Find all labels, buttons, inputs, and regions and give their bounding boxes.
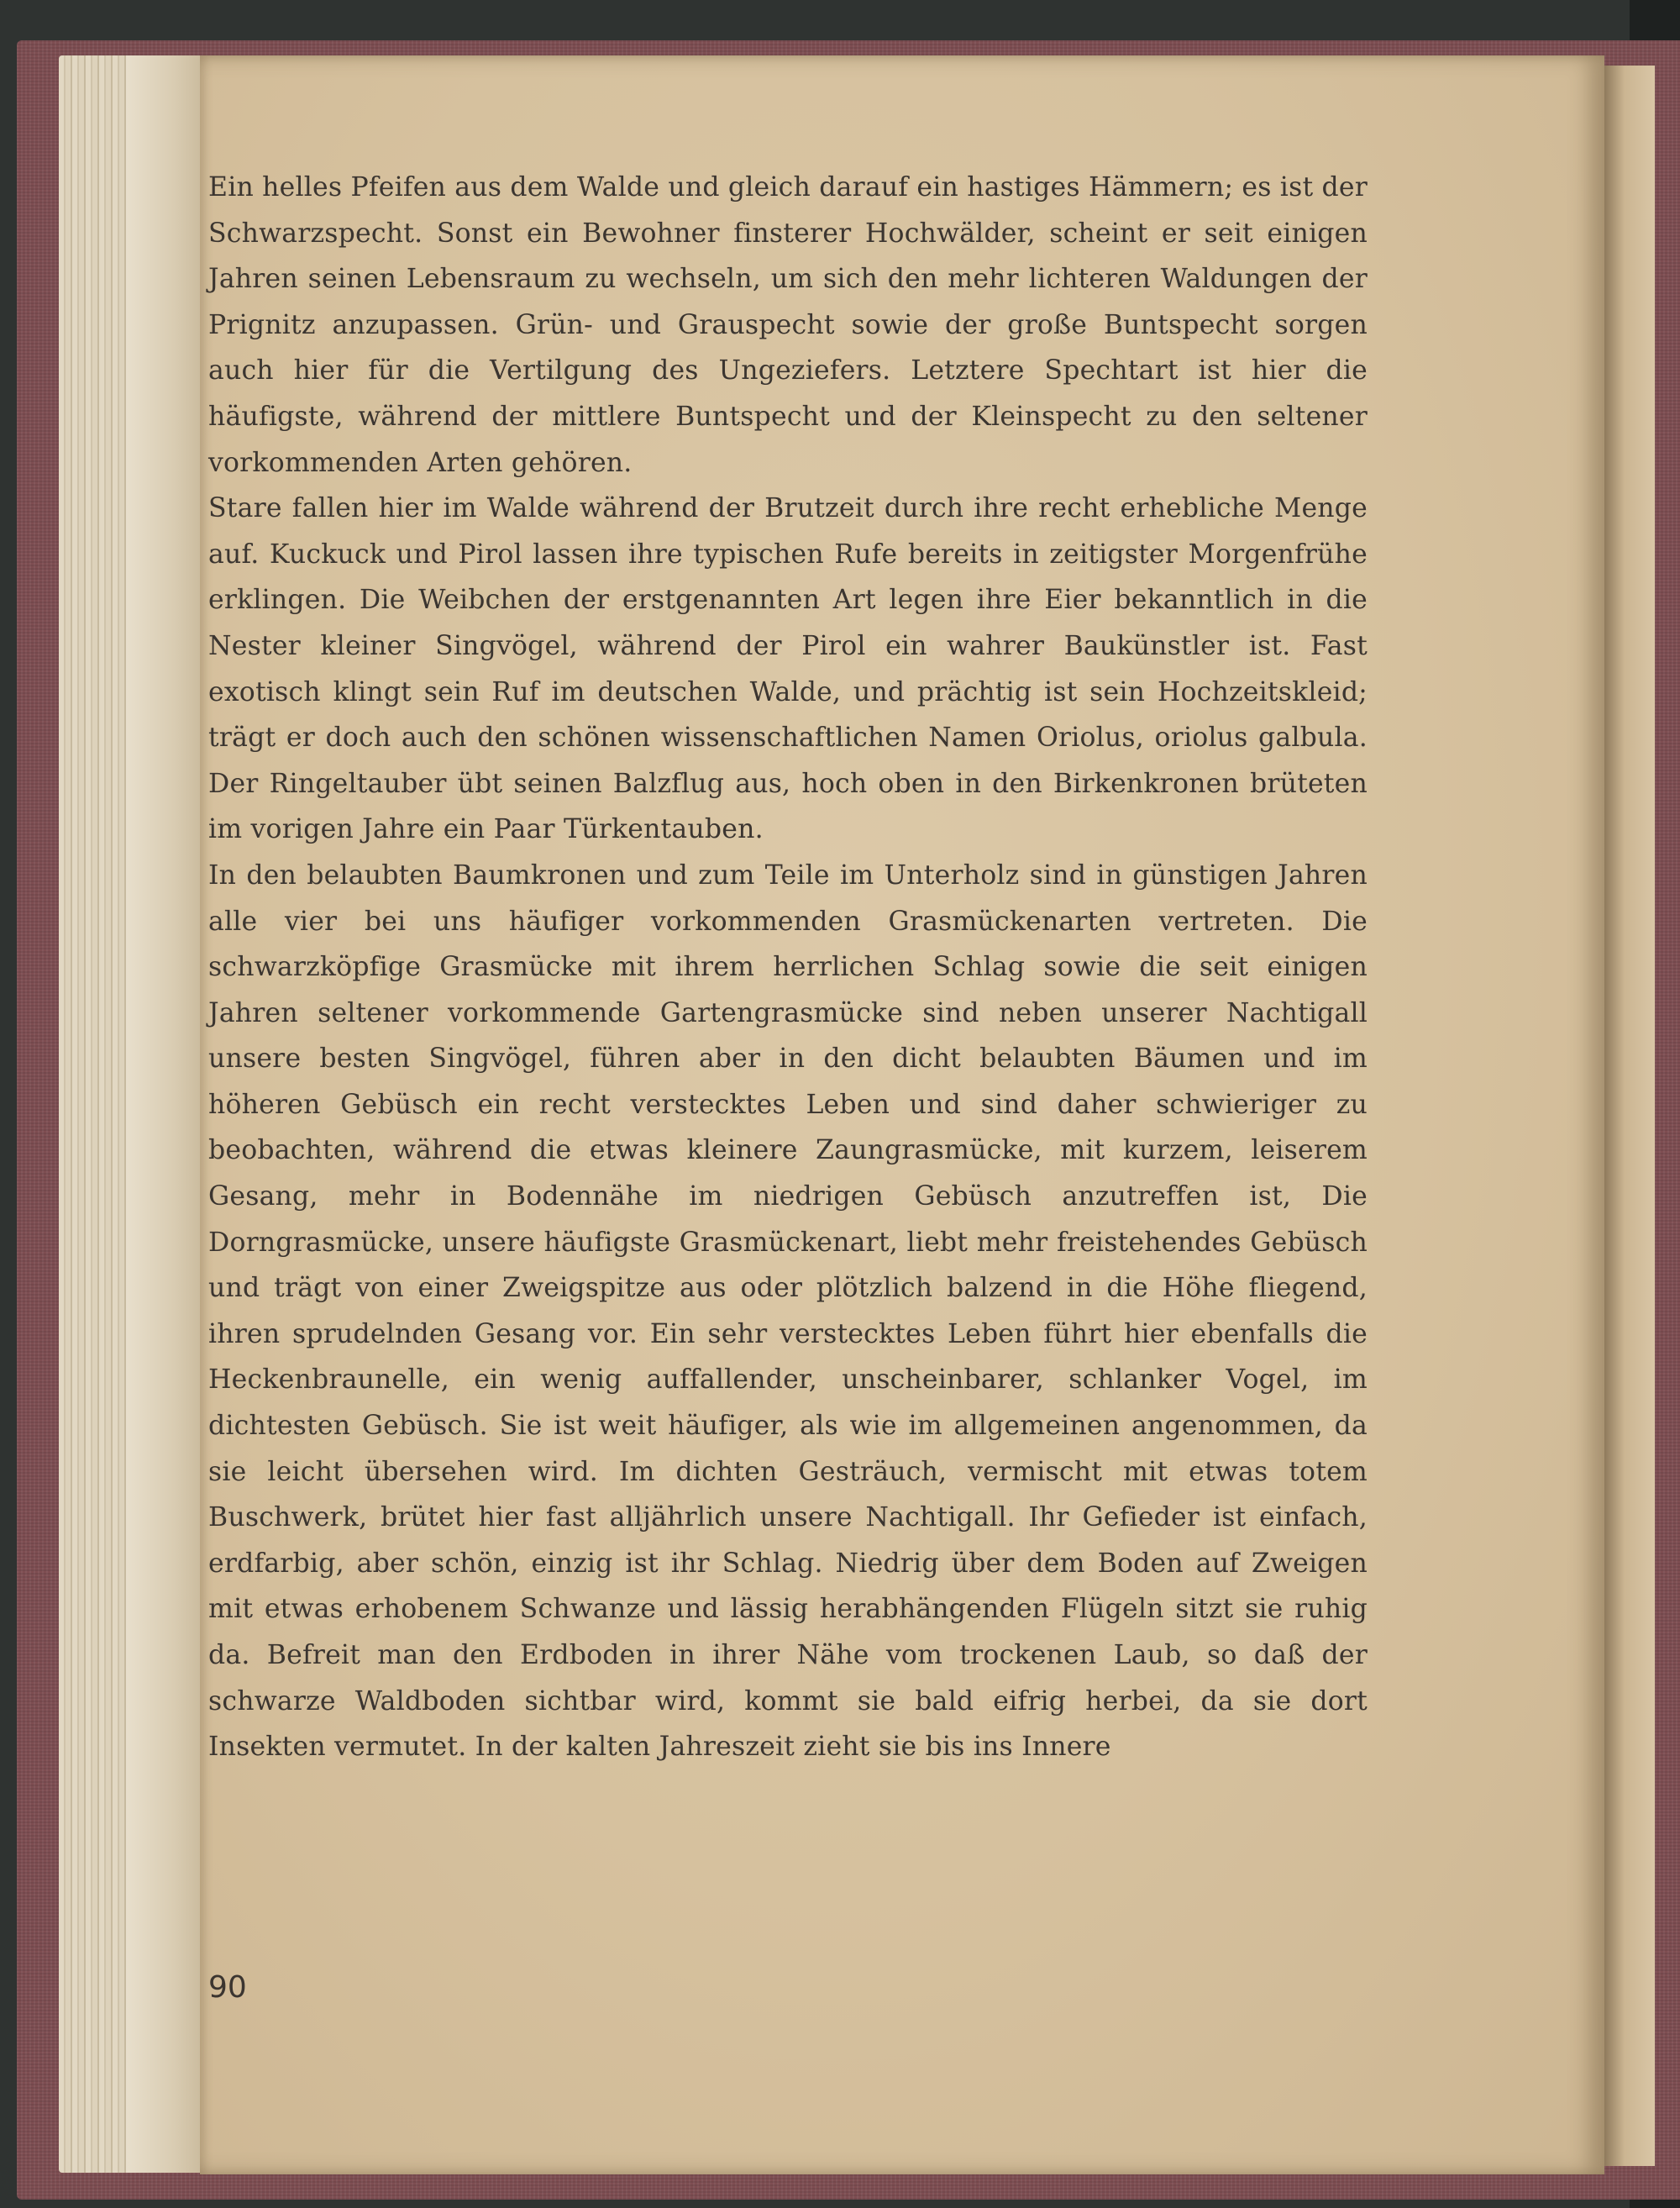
page-number: 90 [208,1970,247,2005]
body-text [208,165,1368,1770]
page-edges-inner [126,55,206,2173]
facing-page-edge [1604,66,1655,2166]
paragraph-woodpeckers: Ein helles Pfeifen aus dem Walde und gleich darauf ein hastiges Hämmern; es ist der Schwarzspecht. Sonst ein Bewohner finsterer Hochwälder, scheint er seit einigen Jahren seinen Lebensraum zu wechseln, um sich den mehr lichteren Waldungen der Prignitz anzupassen. Grün- und Grauspecht sowie der große Buntspecht sorgen auch hier für die Vertilgung des Ungeziefers. Letztere Spechtart ist hier die häufigste, während der mittlere Buntspecht und der Kleinspecht zu den seltener vorkommenden Arten gehören. [208,172,1368,478]
paragraph-starlings: Stare fallen hier im Walde während der Brutzeit durch ihre recht erhebliche Menge auf. Kuckuck und Pirol lassen ihre typischen Rufe bereits in zeitigster Morgenfrühe erklingen. Die Weibchen der erstgenannten Art legen ihre Eier bekanntlich in die Nester kleiner Singvögel, während der Pirol ein wahrer Baukünstler ist. Fast exotisch klingt sein Ruf im deutschen Walde, und prächtig ist sein Hochzeitskleid; trägt er doch auch den schönen wissenschaftlichen Namen Oriolus, oriolus galbula. Der Ringeltauber übt seinen Balzflug aus, hoch oben in den Birkenkronen brüteten im vorigen Jahre ein Paar Türkentauben. [208,493,1368,845]
paragraph-warblers: In den belaubten Baumkronen und zum Teile im Unterholz sind in günstigen Jahren alle vier bei uns häufiger vorkommenden Grasmückenarten vertreten. Die schwarzköpfige Grasmücke mit ihrem herrlichen Schlag sowie die seit einigen Jahren seltener vorkommende Gartengrasmücke sind neben unserer Nachtigall unsere besten Singvögel, führen aber in den dicht belaubten Bäumen und im höheren Gebüsch ein recht verstecktes Leben und sind daher schwieriger zu beobachten, während die etwas kleinere Zaungrasmücke, mit kurzem, leiserem Gesang, mehr in Bodennähe im niedrigen Gebüsch anzutreffen ist, Die Dorngrasmücke, unsere häufigste Grasmückenart, liebt mehr freistehendes Gebüsch und trägt von einer Zweigspitze aus oder plötzlich balzend in die Höhe fliegend, ihren sprudelnden Gesang vor. Ein sehr verstecktes Leben führt hier ebenfalls die Heckenbraunelle, ein wenig auffallender, unscheinbarer, schlanker Vogel, im dichtesten Gebüsch. Sie ist weit häufiger, als wie im allgemeinen angenommen, da sie leicht übersehen wird. Im dichten Gesträuch, vermischt mit etwas totem Buschwerk, brütet hier fast alljährlich unsere Nachtigall. Ihr Gefieder ist einfach, erdfarbig, aber schön, einzig ist ihr Schlag. Niedrig über dem Boden auf Zweigen mit etwas erhobenem Schwanze und lässig herabhängenden Flügeln sitzt sie ruhig da. Befreit man den Erdboden in ihrer Nähe vom trockenen Laub, so daß der schwarze Waldboden sichtbar wird, kommt sie bald eifrig herbei, da sie dort Insekten vermutet. In der kalten Jahreszeit zieht sie bis ins Innere [208,860,1368,1763]
